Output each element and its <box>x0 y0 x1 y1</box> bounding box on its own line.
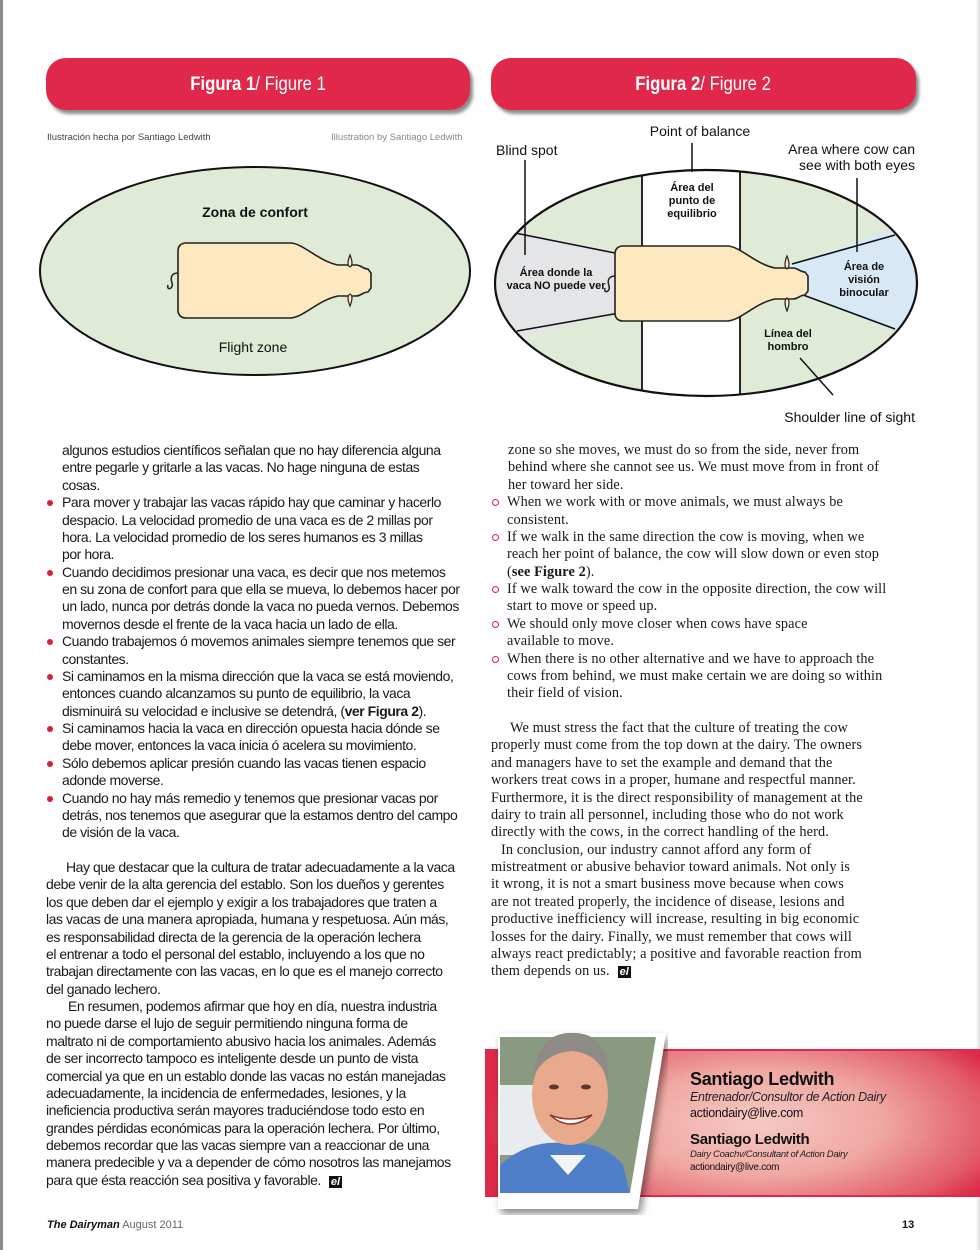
bullet-icon <box>47 726 53 732</box>
line-text: behind where she cannot see us. We must move from in front of <box>508 459 880 476</box>
bullet-item-line <box>46 616 476 633</box>
line-text: and managers have to set the example and demand that the <box>491 754 833 771</box>
bullet-item-line <box>46 633 476 650</box>
line-text: consistent. <box>507 511 569 528</box>
paragraph-line <box>491 737 921 754</box>
bullet-item-line <box>46 494 476 511</box>
line-text: We should only move closer when cows have space <box>507 615 808 632</box>
shoulder-line-label: Shoulder line of sight <box>784 409 915 425</box>
paragraph-line <box>491 755 921 772</box>
line-text: Si caminamos en la misma dirección que la vaca se está moviendo, <box>62 667 454 684</box>
line-text: productive inefficiency will increase, resulting in big economic <box>491 911 860 928</box>
balance-zone-label: Área del <box>670 182 714 194</box>
author-email-en[interactable]: actiondairy@live.com <box>690 1162 780 1173</box>
shoulder-zone-label: hombro <box>767 341 809 353</box>
figure-reference: ver Figura 2 <box>344 702 419 719</box>
line-text: In conclusion, our industry cannot afford any form of <box>501 841 812 858</box>
author-photo <box>488 1025 668 1215</box>
paragraph-line <box>46 963 476 980</box>
figure2-title-bold: Figura 2 <box>635 74 701 95</box>
author-name-en: Santiago Ledwith <box>690 1131 810 1148</box>
bullet-icon <box>492 621 499 628</box>
line-text: cosas. <box>62 476 100 493</box>
line-text: it wrong, it is not a smart business move because when cows <box>491 876 844 893</box>
paragraph-line <box>491 859 921 876</box>
line-text: de visión de la vaca. <box>62 824 180 841</box>
line-text: debe venir de la alta gerencia del establo. Son los dueños y gerentes <box>46 876 444 893</box>
line-text: adonde moverse. <box>62 772 164 789</box>
bullet-item-line <box>46 720 476 737</box>
figure1-title-bold: Figura 1 <box>190 74 256 95</box>
line-text: disminuirá su velocidad e inclusive se detendrá, ( <box>62 702 345 719</box>
paragraph-line <box>491 807 921 824</box>
line-text: reach her point of balance, the cow will slow down or even stop <box>507 546 879 563</box>
publication-name: The Dairyman <box>47 1219 120 1231</box>
bullet-item-line <box>491 651 921 668</box>
paragraph-line <box>46 459 476 476</box>
paragraph-line <box>46 911 476 928</box>
author-name-es: Santiago Ledwith <box>690 1069 835 1089</box>
paragraph-line <box>46 1120 476 1137</box>
line-text: We must stress the fact that the culture of treating the cow <box>510 720 848 736</box>
line-text: de ser incorrecto tampoco es inteligente desde un punto de vista <box>46 1050 419 1067</box>
line-text: Cuando no hay más remedio y tenemos que presionar vacas por <box>62 789 438 806</box>
paragraph-line <box>491 477 921 494</box>
bullet-item-line <box>46 755 476 772</box>
paragraph-line <box>46 442 476 459</box>
end-mark-logo: el <box>330 1175 341 1188</box>
line-text: entre pegarle y gritarle a las vacas. No hage ninguna de estas <box>62 459 420 476</box>
line-text: por hora. <box>62 546 114 563</box>
line-text: hora. La velocidad promedio de los seres humanos es 3 millas <box>62 528 423 545</box>
bullet-item-line <box>46 824 476 841</box>
line-text: Cuando trabajemos ó movemos animales siempre tenemos que ser <box>62 633 456 650</box>
line-text: Para mover y trabajar las vacas rápido hay que caminar y hacerlo <box>62 494 441 511</box>
bullet-item-line <box>491 668 921 685</box>
line-text: available to move. <box>507 633 615 650</box>
line-text: maltrato ni de comportamiento abusivo hacia los animales. Además <box>46 1032 436 1049</box>
line-text: cows from behind, we must make certain we are doing so within <box>507 667 883 684</box>
line-text: mistreatment or abusive behavior toward animals. Not only is <box>491 859 850 875</box>
figure2-title-rest: / Figure 2 <box>700 74 772 95</box>
paragraph-line <box>46 981 476 998</box>
paragraph-line <box>46 1085 476 1102</box>
bullet-item-line <box>46 581 476 598</box>
paragraph-line <box>491 963 921 980</box>
line-text: adecuadamente, la incidencia de enfermedades, lesiones, y la <box>46 1084 406 1101</box>
bullet-item-line <box>46 807 476 824</box>
bullet-item-line <box>46 685 476 702</box>
comfort-zone-label: Zona de confort <box>202 204 308 220</box>
both-eyes-label-2: see with both eyes <box>799 157 915 173</box>
figure1-caption-en: Illustration by Santiago Ledwith <box>331 132 463 143</box>
line-text: manera predecible y va a depender de cómo nosotros las manejamos <box>46 1154 451 1171</box>
spanish-article-column <box>46 442 476 1189</box>
paragraph-line <box>491 929 921 946</box>
line-text: del ganado lechero. <box>46 980 161 997</box>
paragraph-line <box>46 929 476 946</box>
paragraph-line <box>491 459 921 476</box>
line-text: If we walk toward the cow in the opposite direction, the cow will <box>507 581 887 597</box>
paragraph-line <box>46 1154 476 1171</box>
line-text: comercial ya que en un establo donde las vacas no están manejadas <box>46 1067 446 1084</box>
issue-date: August 2011 <box>119 1219 184 1231</box>
paragraph-line <box>46 894 476 911</box>
bullet-icon <box>47 796 53 802</box>
line-text: un lado, nunca por detrás donde la vaca no pueda vernos. Debemos <box>62 598 459 615</box>
paragraph-line <box>46 1102 476 1119</box>
figure1-title-rest: / Figure 1 <box>255 74 326 95</box>
bullet-icon <box>47 761 53 767</box>
bullet-item-line <box>46 737 476 754</box>
point-of-balance-label: Point of balance <box>649 123 751 139</box>
line-text: Cuando decidimos presionar una vaca, es decir que nos metemos <box>62 563 446 580</box>
bullet-item-line <box>46 598 476 615</box>
bullet-item-line <box>491 616 921 633</box>
paragraph-line <box>46 876 476 893</box>
paragraph-line <box>46 946 476 963</box>
line-text: detrás, nos tenemos que asegurar que la estamos dentro del campo <box>62 806 458 823</box>
line-text: When we work with or move animals, we must always be <box>507 494 843 511</box>
author-role-en: Dairy Coachv/Consultant of Action Dairy <box>690 1149 848 1160</box>
bullet-item-line <box>46 703 476 720</box>
paragraph-line <box>46 1050 476 1067</box>
english-article-column <box>491 442 921 981</box>
line-text: them depends on us. <box>491 963 610 980</box>
paragraph-line <box>46 1137 476 1154</box>
line-text: her toward her side. <box>508 476 624 493</box>
line-text: el entrenar a todo el personal del establo, incluyendo a los que no <box>46 945 425 962</box>
line-text: debe mover, entonces la vaca inicia ó acelera su movimiento. <box>62 737 417 754</box>
bullet-item-line <box>491 685 921 702</box>
line-text: Si caminamos hacia la vaca en dirección opuesta hacia dónde se <box>62 720 440 736</box>
balance-zone-label: equilibrio <box>667 208 717 220</box>
footer-publication <box>47 1219 183 1231</box>
bullet-icon <box>47 570 53 576</box>
figure1-diagram <box>0 150 490 390</box>
line-text: no puede darse el lujo de seguir permitiendo ninguna forma de <box>46 1015 408 1032</box>
bullet-item-line <box>491 598 921 615</box>
binocular-zone-label: visión <box>848 274 880 286</box>
line-text: ). <box>418 702 427 719</box>
line-text: despacio. La velocidad promedio de una vaca es de 2 millas por <box>62 511 433 528</box>
line-text: dairy to train all personnel, including those who do not work <box>491 806 844 823</box>
bullet-item-line <box>491 512 921 529</box>
page-number: 13 <box>902 1219 915 1231</box>
bullet-item-line <box>491 564 921 581</box>
end-mark-logo: el <box>619 966 629 979</box>
line-text: start to move or speed up. <box>507 598 658 615</box>
bullet-icon <box>47 500 53 506</box>
bullet-item-line <box>46 546 476 563</box>
line-text: Furthermore, it is the direct responsibility of management at the <box>491 789 863 806</box>
line-text: When there is no other alternative and we have to approach the <box>507 650 875 667</box>
bullet-icon <box>492 499 499 506</box>
bullet-icon <box>47 674 53 680</box>
bullet-item-line <box>46 529 476 546</box>
paragraph-gap <box>46 842 476 859</box>
bullet-icon <box>492 586 499 593</box>
line-text: always react predictably; a positive and favorable reaction from <box>491 945 862 962</box>
figure2-diagram <box>480 115 930 435</box>
bullet-item-line <box>46 790 476 807</box>
paragraph-line <box>491 772 921 789</box>
paragraph-line <box>46 998 476 1015</box>
bullet-item-line <box>46 772 476 789</box>
line-text: Sólo debemos aplicar presión cuando las vacas tienen espacio <box>62 754 426 771</box>
line-text: If we walk in the same direction the cow is moving, when we <box>507 528 865 545</box>
bullet-item-line <box>46 564 476 581</box>
bullet-item-line <box>491 494 921 511</box>
paragraph-line <box>491 442 921 459</box>
paragraph-line <box>491 876 921 893</box>
line-text: zone so she moves, we must do so from the side, never from <box>508 442 860 458</box>
line-text: es responsabilidad directa de la gerencia de la operación lechera <box>46 928 421 945</box>
paragraph-line <box>46 1068 476 1085</box>
shoulder-zone-label: Línea del <box>764 328 812 340</box>
bullet-item-line <box>46 651 476 668</box>
bullet-icon <box>47 639 53 645</box>
paragraph-line <box>491 894 921 911</box>
line-text: ). <box>585 563 595 580</box>
line-text: directly with the cows, in the correct handling of the herd. <box>491 824 829 841</box>
line-text: En resumen, podemos afirmar que hoy en día, nuestra industria <box>68 998 437 1014</box>
figure1-caption-es: Ilustración hecha por Santiago Ledwith <box>47 132 211 143</box>
figure-reference: see Figure 2 <box>511 563 586 580</box>
line-text: ineficiencia productiva serán mayores traduciéndose todo esto en <box>46 1102 425 1119</box>
bullet-item-line <box>491 546 921 563</box>
paragraph-line <box>46 1172 476 1189</box>
line-text: trabajan directamente con las vacas, en lo que es el manejo correcto <box>46 963 443 980</box>
paragraph-line <box>491 790 921 807</box>
paragraph-line <box>46 1033 476 1050</box>
flight-zone-label: Flight zone <box>218 339 288 355</box>
figure2-header <box>491 58 916 110</box>
line-text: properly must come from the top down at the dairy. The owners <box>491 737 862 754</box>
line-text: workers treat cows in a proper, humane and respectful manner. <box>491 772 856 789</box>
line-text: entonces cuando alcanzamos su punto de equilibrio, la vaca <box>62 685 411 702</box>
paragraph-line <box>491 824 921 841</box>
line-text: movernos desde el frente de la vaca hacia un lado de ella. <box>62 615 398 632</box>
line-text: are not treated properly, the incidence of disease, lesions and <box>491 893 845 910</box>
blind-zone-label: vaca NO puede ver <box>506 280 606 292</box>
line-text: grandes pérdidas económicas para la operación lechera. Por último, <box>46 1119 440 1136</box>
bullet-item-line <box>46 512 476 529</box>
both-eyes-label-1: Area where cow can <box>788 141 915 157</box>
bullet-icon <box>492 534 499 541</box>
line-text: losses for the dairy. Finally, we must remember that cows will <box>491 928 852 945</box>
line-text: their field of vision. <box>507 685 623 702</box>
bullet-item-line <box>46 668 476 685</box>
author-role-es: Entrenador/Consultor de Action Dairy <box>690 1090 886 1104</box>
balance-zone-label: punto de <box>668 195 716 207</box>
bullet-item-line <box>491 581 921 598</box>
paragraph-line <box>46 859 476 876</box>
line-text: debemos recordar que las vacas siempre van a reaccionar de una <box>46 1137 429 1153</box>
line-text: ( <box>507 563 512 580</box>
blind-spot-label: Blind spot <box>496 142 558 158</box>
bullet-icon <box>492 656 499 663</box>
paragraph-line <box>491 946 921 963</box>
paragraph-line <box>491 842 921 859</box>
line-text: Hay que destacar que la cultura de tratar adecuadamente a la vaca <box>66 859 455 875</box>
binocular-zone-label: Área de <box>843 261 885 273</box>
line-text: constantes. <box>62 650 129 667</box>
author-bio <box>690 1068 886 1174</box>
paragraph-line <box>46 1015 476 1032</box>
figure1-header <box>46 58 470 110</box>
binocular-zone-label: binocular <box>839 287 889 299</box>
line-text: algunos estudios científicos señalan que no hay diferencia alguna <box>62 442 441 458</box>
blind-zone-label: Área donde la <box>519 267 593 279</box>
line-text: en su zona de confort para que ella se mueva, lo debemos hacer por <box>62 581 460 597</box>
paragraph-line <box>491 911 921 928</box>
paragraph-line <box>491 720 921 737</box>
line-text: para que ésta reacción sea positiva y favorable. <box>46 1171 321 1188</box>
line-text: las vacas de una manera apropiada, humana y respetuosa. Aún más, <box>46 911 449 928</box>
bullet-item-line <box>491 529 921 546</box>
paragraph-gap <box>491 703 921 720</box>
author-email-es[interactable]: actiondairy@live.com <box>690 1106 803 1120</box>
bullet-item-line <box>491 633 921 650</box>
line-text: los que deben dar el ejemplo y exigir a los trabajadores que traten a <box>46 893 437 910</box>
paragraph-line <box>46 477 476 494</box>
